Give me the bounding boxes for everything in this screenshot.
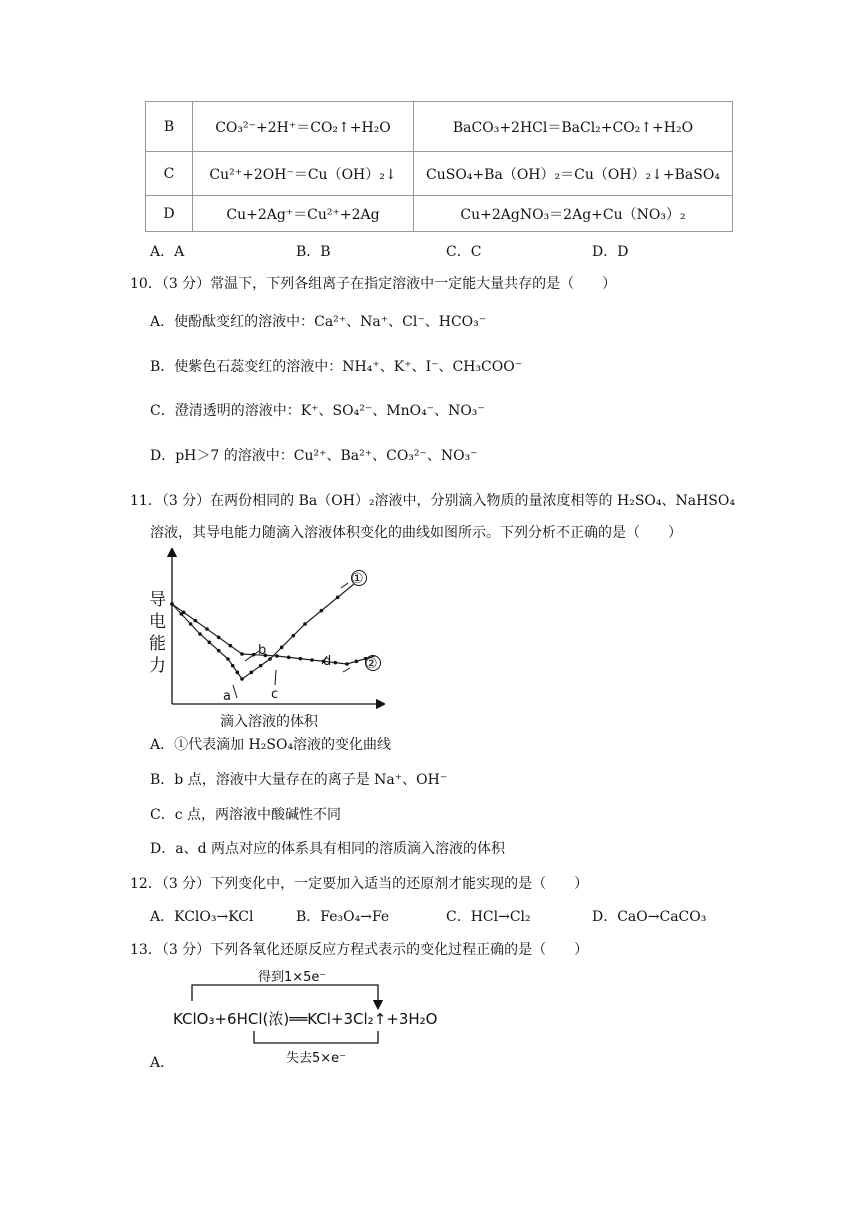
answer-option-d[interactable]: D．D — [592, 244, 629, 260]
question-11-stem: 11．（3 分）在两份相同的 Ba（OH）₂溶液中，分别滴入物质的量浓度相等的 H₂SO₄、NaHSO₄ — [130, 493, 735, 509]
ionic-equation: CO₃²⁻+2H⁺＝CO₂↑+H₂O — [193, 102, 414, 152]
series-2-point — [194, 619, 198, 623]
q11-option-b[interactable]: B．b 点，溶液中大量存在的离子是 Na⁺、OH⁻ — [150, 772, 448, 788]
series-1-point — [280, 646, 284, 650]
q10-option-b[interactable]: B．使紫色石蕊变红的溶液中：NH₄⁺、K⁺、I⁻、CH₃COO⁻ — [150, 359, 523, 375]
ionic-equation: Cu²⁺+2OH⁻＝Cu（OH）₂↓ — [193, 152, 414, 196]
q12-option-d[interactable]: D．CaO→CaCO₃ — [592, 909, 707, 925]
series-2-point — [310, 658, 314, 662]
series-2-point — [217, 636, 221, 640]
series-1-point — [189, 622, 193, 626]
series-2-point — [170, 602, 174, 606]
series-1-point — [226, 657, 230, 661]
series-1-point — [198, 632, 202, 636]
q12-option-c[interactable]: C．HCl→Cl₂ — [446, 909, 531, 925]
full-equation: CuSO₄+Ba（OH）₂＝Cu（OH）₂↓+BaSO₄ — [414, 152, 733, 196]
y-axis-label — [149, 590, 166, 676]
q11-option-a[interactable]: A．①代表滴加 H₂SO₄溶液的变化曲线 — [150, 737, 392, 753]
point-a-label: a — [223, 689, 231, 704]
series-1-point — [240, 677, 244, 681]
answer-option-b[interactable]: B．B — [296, 244, 331, 260]
answer-option-a[interactable]: A．A — [150, 244, 185, 260]
ionic-equation: Cu+2Ag⁺＝Cu²⁺+2Ag — [193, 196, 414, 232]
series-1-point — [250, 671, 254, 675]
point-c-label: c — [271, 687, 279, 702]
question-11-stem-cont: 溶液，其导电能力随滴入溶液体积变化的曲线如图所示。下列分析不正确的是（ ） — [150, 525, 682, 541]
series-1-point — [231, 664, 235, 668]
question-12-stem: 12．（3 分）下列变化中，一定要加入适当的还原剂才能实现的是（ ） — [130, 876, 589, 892]
table-row-label: B — [146, 102, 193, 152]
q11-option-d[interactable]: D．a、d 两点对应的体系具有相同的溶质滴入溶液的体积 — [150, 841, 505, 857]
series-1-point — [236, 671, 240, 675]
series-1-point — [336, 596, 340, 600]
series-2-label: ② — [365, 656, 378, 672]
series-1-point — [320, 609, 324, 613]
series-2-point — [275, 654, 279, 658]
q12-option-b[interactable]: B．Fe₃O₄→Fe — [296, 909, 390, 925]
series-2-point — [299, 657, 303, 661]
series-2-point — [182, 611, 186, 615]
series-2-point — [205, 627, 209, 631]
y-axis-label-char: 导 — [149, 590, 166, 610]
q12-option-a[interactable]: A．KClO₃→KCl — [150, 909, 254, 925]
options-table — [145, 101, 733, 232]
series-2-point — [345, 662, 349, 666]
series-2-point — [229, 644, 233, 648]
point-d-label: d — [323, 654, 332, 669]
point-b-label: b — [258, 643, 267, 658]
question-10-stem: 10．（3 分）常温下，下列各组离子在指定溶液中一定能大量共存的是（ ） — [130, 276, 617, 292]
full-equation: Cu+2AgNO₃＝2Ag+Cu（NO₃）₂ — [414, 196, 733, 232]
electron-gain-label: 得到1×5e⁻ — [258, 970, 327, 985]
series-1-point — [217, 649, 221, 653]
q10-option-d[interactable]: D．pH＞7 的溶液中：Cu²⁺、Ba²⁺、CO₃²⁻、NO₃⁻ — [150, 448, 478, 464]
redox-equation: KClO₃+6HCl(浓)══KCl+3Cl₂↑+3H₂O — [173, 1010, 438, 1028]
y-axis-label-char: 电 — [149, 612, 166, 632]
series-2-point — [287, 656, 291, 660]
series-2-point — [355, 660, 359, 664]
q10-option-c[interactable]: C．澄清透明的溶液中：K⁺、SO₄²⁻、MnO₄⁻、NO₃⁻ — [150, 403, 485, 419]
series-2-point — [240, 652, 244, 656]
series-1-point — [259, 664, 263, 668]
table-row-label: C — [146, 152, 193, 196]
series-1-point — [268, 657, 272, 661]
q10-option-a[interactable]: A．使酚酞变红的溶液中：Ca²⁺、Na⁺、Cl⁻、HCO₃⁻ — [150, 314, 487, 330]
series-1-label: ① — [351, 571, 364, 587]
q11-option-c[interactable]: C．c 点，两溶液中酸碱性不同 — [150, 807, 342, 823]
full-equation: BaCO₃+2HCl＝BaCl₂+CO₂↑+H₂O — [414, 102, 733, 152]
table-row-label: D — [146, 196, 193, 232]
y-axis-label-char: 力 — [149, 656, 166, 676]
x-axis-label: 滴入溶液的体积 — [220, 714, 318, 730]
question-13-stem: 13．（3 分）下列各氧化还原反应方程式表示的变化过程正确的是（ ） — [130, 942, 589, 958]
q13-option-a[interactable]: A． — [150, 1055, 175, 1071]
conductivity-chart — [145, 548, 385, 733]
answer-option-c[interactable]: C．C — [446, 244, 482, 260]
series-1-point — [292, 634, 296, 638]
redox-diagram — [168, 965, 488, 1070]
series-2-point — [334, 661, 338, 665]
series-1-point — [303, 622, 307, 626]
y-axis-label-char: 能 — [149, 634, 166, 654]
series-1-point — [208, 641, 212, 645]
electron-loss-label: 失去5×e⁻ — [286, 1051, 347, 1066]
